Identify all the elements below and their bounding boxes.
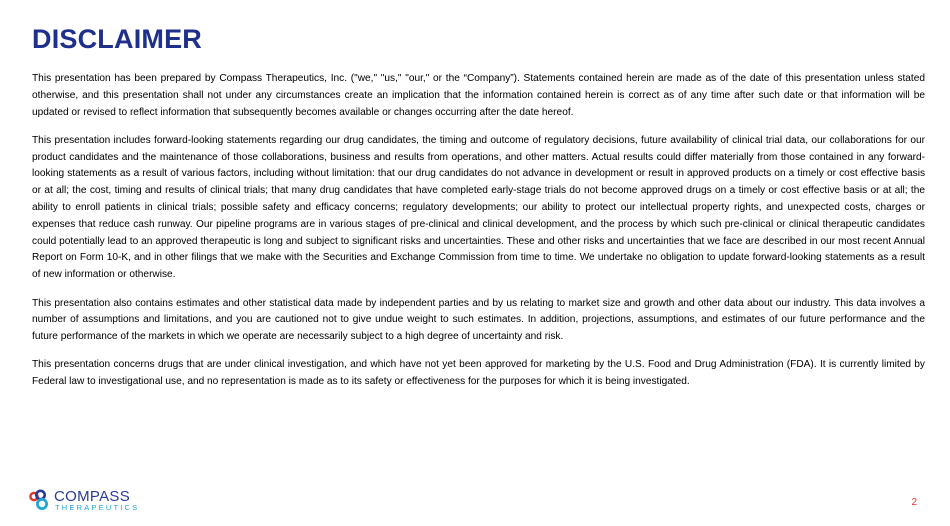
disclaimer-paragraph: This presentation has been prepared by Compass Therapeutics, Inc. ("we," "us," "our," or the “Company”). Statements contained herein are made as of the date of this presentation unless stated otherwise, and this presentation shall not under any circumstances create an implication that the information contained herein is correct as of any time after such date or that information will be updated or revised to reflect information that subsequently becomes available or changes occurring after the date hereof. bbox=[32, 73, 925, 118]
disclaimer-paragraph: This presentation includes forward-looking statements regarding our drug candidates, the timing and outcome of regulatory decisions, future availability of clinical trial data, our collaborations for our product candidates and the maintenance of those collaborations, business and results from operations, and other matters. Actual results could differ materially from those contained in any forward-looking statements as a result of various factors, including without limitation: that our drug candidates do not advance in development or result in approved products on a timely or cost effective basis or at all; the cost, timing and results of clinical trials; that many drug candidates that have completed early-stage trials do not become approved drugs on a timely or cost effective basis or at all; the ability to enroll patients in clinical trials; possible safety and efficacy concerns; regulatory developments; our ability to protect our intellectual property rights, and unexpected costs, charges or expenses that reduce cash runway. Our pipeline programs are in various stages of pre-clinical and clinical development, and the process by which such pre-clinical or clinical therapeutic candidates could potentially lead to an approved therapeutic is long and subject to significant risks and uncertainties. These and other risks and uncertainties that we face are described in our most recent Annual Report on Form 10-K, and in other filings that we make with the Securities and Exchange Commission from time to time. We undertake no obligation to update forward-looking statements as a result of new information or otherwise. bbox=[32, 134, 925, 281]
disclaimer-paragraph: This presentation also contains estimates and other statistical data made by independent parties and by us relating to market size and growth and other data about our industry. This data involves a number of assumptions and limitations, and you are cautioned not to give undue weight to such estimates. In addition, projections, assumptions, and estimates of our future performance and the future performance of the markets in which we operate are necessarily subject to a high degree of uncertainty and risk. bbox=[32, 297, 925, 343]
logo-subtitle: THERAPEUTICS bbox=[55, 502, 140, 512]
disclaimer-paragraph: This presentation concerns drugs that are under clinical investigation, and which have not yet been approved for marketing by the U.S. Food and Drug Administration (FDA). It is currently limited by Federal law to investigational use, and no representation is made as to its safety or effectiveness for the purposes for which it is being investigated. bbox=[32, 359, 925, 388]
logo-wordmark: COMPASS bbox=[54, 488, 131, 505]
page-number: 2 bbox=[911, 497, 917, 508]
compass-linked-rings-icon bbox=[28, 488, 54, 514]
company-logo bbox=[28, 488, 138, 514]
disclaimer-body bbox=[32, 71, 925, 403]
page-title: DISCLAIMER bbox=[32, 24, 202, 54]
